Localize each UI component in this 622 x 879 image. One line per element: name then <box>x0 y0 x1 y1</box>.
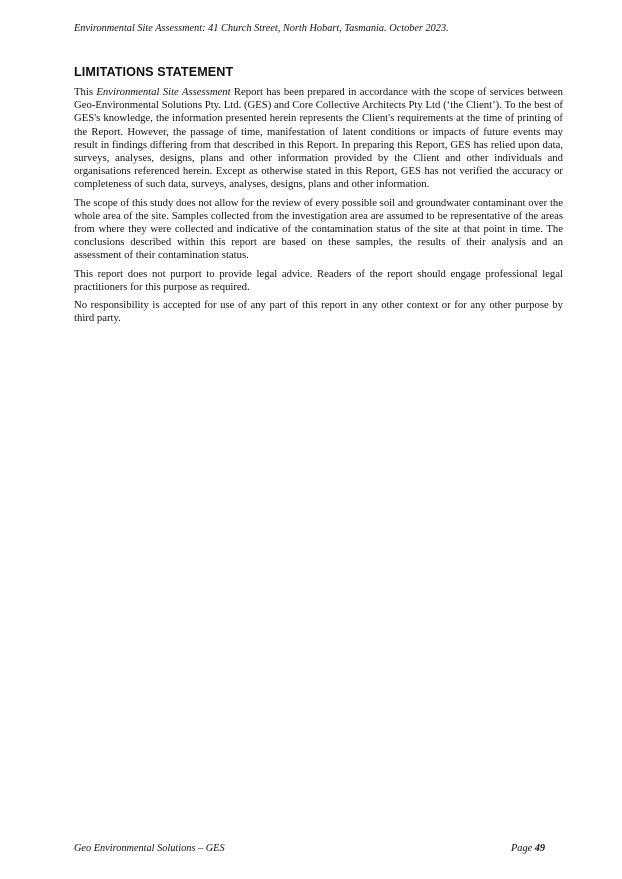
paragraph-legal-advice: This report does not purport to provide legal advice. Readers of the report should engage professional legal practitioners for this purpose as required. <box>74 267 563 293</box>
section-body <box>74 86 563 330</box>
paragraph-rest: Report has been prepared in accordance with the scope of services between Geo-Environmental Solutions Pty. Ltd. (GES) and Core Collective Architects Pty Ltd (‘the Client’). To the best of GES's knowledge, the information presented herein represents the Client's requirements at the time of printing of the Report. However, the passage of time, manifestation of latent conditions or impacts of future events may result in findings differing from that described in this Report. In preparing this Report, GES has relied upon data, surveys, analyses, designs, plans and other information provided by the Client and other individuals and organisations referenced herein. Except as otherwise stated in this Report, GES has not verified the accuracy or completeness of such data, surveys, analyses, designs, plans and other information. <box>74 86 563 191</box>
running-header: Environmental Site Assessment: 41 Church Street, North Hobart, Tasmania. October 2023. <box>74 23 449 34</box>
report-title-italic: Environmental Site Assessment <box>96 86 231 98</box>
page-number: 49 <box>534 843 546 854</box>
section-heading: LIMITATIONS STATEMENT <box>74 65 234 79</box>
paragraph-study-scope: The scope of this study does not allow for the review of every possible soil and groundwater contaminant over the whole area of the site. Samples collected from the investigation area are assumed to be representative of the areas from where they were collected and indicative of the contamination status of the site at that point in time. The conclusions described within this report are based on these samples, the results of their analysis and an assessment of their contamination status. <box>74 196 563 262</box>
paragraph-lead: This <box>74 86 97 98</box>
page-label: Page <box>511 843 535 854</box>
footer-company: Geo Environmental Solutions – GES <box>74 843 225 854</box>
paragraph-responsibility: No responsibility is accepted for use of any part of this report in any other context or for any other purpose by third party. <box>74 299 563 325</box>
paragraph-scope-of-services <box>74 86 563 192</box>
footer-page <box>511 842 545 855</box>
